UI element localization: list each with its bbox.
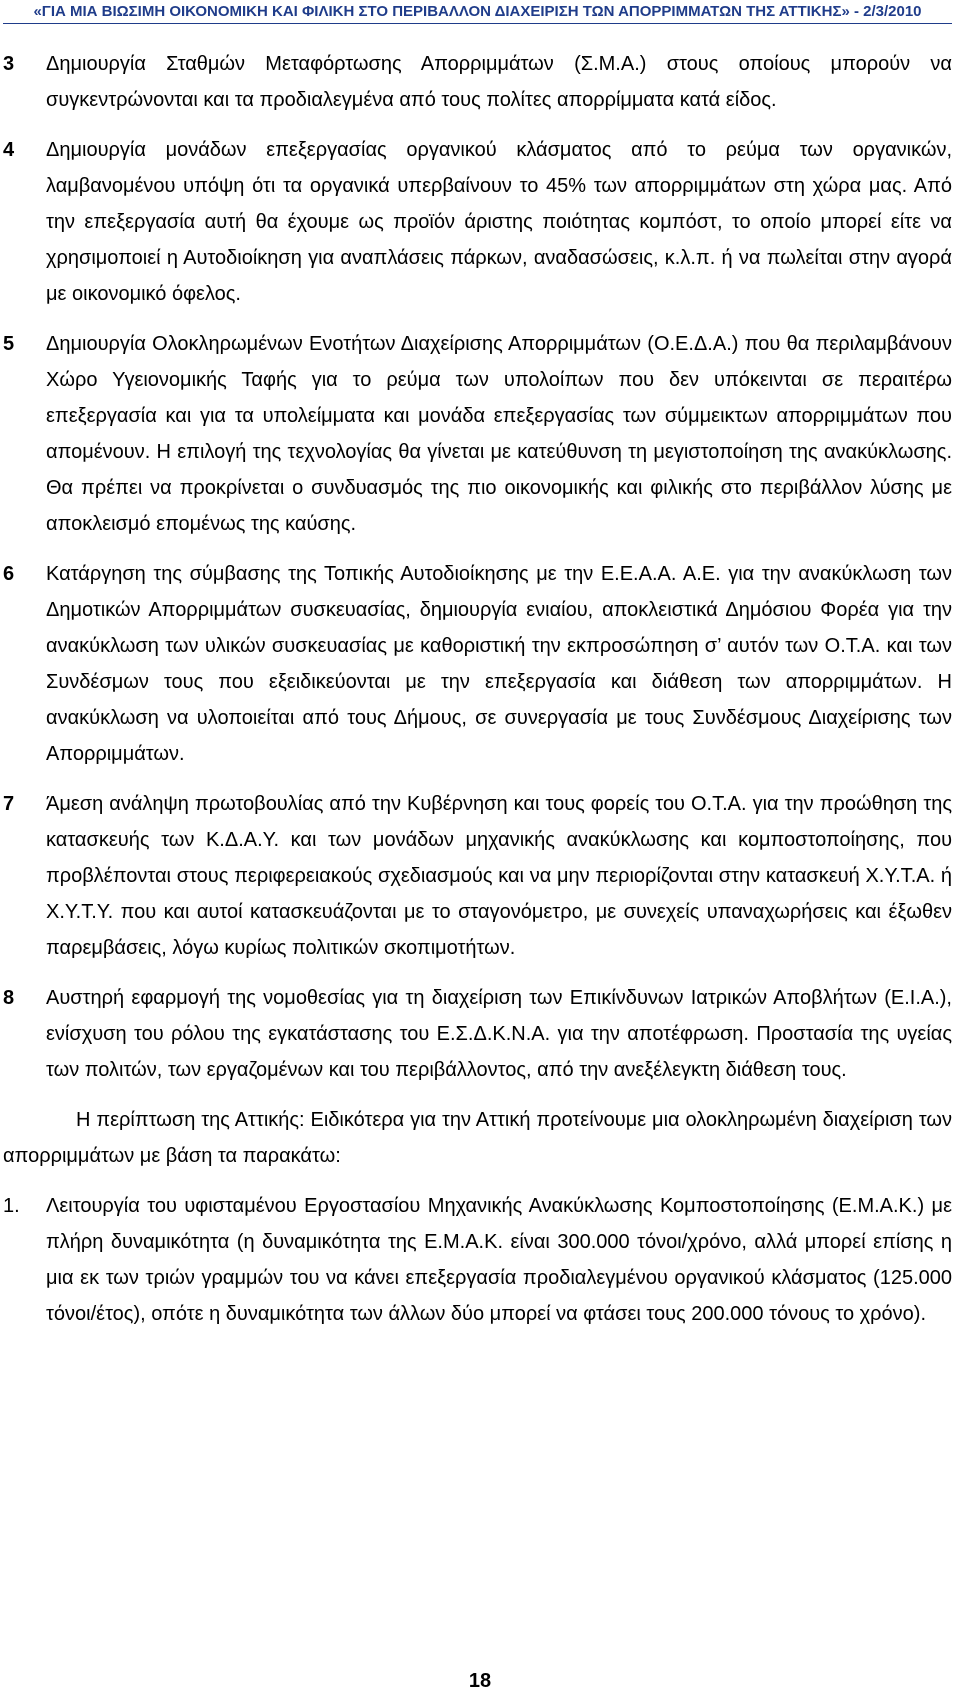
item-number: 4 bbox=[3, 139, 15, 161]
list-item bbox=[3, 1188, 952, 1332]
item-number: 7 bbox=[3, 793, 15, 815]
list-item bbox=[3, 132, 952, 312]
item-text: Λειτουργία του υφισταμένου Εργοστασίου Μηχανικής Ανακύκλωσης Κομποστοποίησης (Ε.Μ.Α.Κ.) με πλήρη δυναμικότητα (η δυναμικότητα της Ε.Μ.Α.Κ. είναι 300.000 τόνοι/χρόνο, αλλά μπορεί επίσης η μια εκ των τριών γραμμών του να κάνει επεξεργασία προδιαλεγμένου οργανικού κλάσματος (125.000 τόνοι/έτος), οπότε η δυναμικότητα των άλλων δύο μπορεί να φτάσει τους 200.000 τόνους το χρόνο). bbox=[46, 1195, 952, 1325]
list-item bbox=[3, 556, 952, 772]
item-text: Αυστηρή εφαρμογή της νομοθεσίας για τη διαχείριση των Επικίνδυνων Ιατρικών Αποβλήτων (Ε.Ι.Α.), ενίσχυση του ρόλου της εγκατάστασης του Ε.Σ.Δ.Κ.Ν.Α. για την αποτέφρωση. Προστασία της υγείας των πολιτών, των εργαζομένων και του περιβάλλοντος, από την ανεξέλεγκτη διάθεση τους. bbox=[46, 987, 952, 1081]
running-header: «ΓΙΑ ΜΙΑ ΒΙΩΣΙΜΗ ΟΙΚΟΝΟΜΙΚΗ ΚΑΙ ΦΙΛΙΚΗ ΣΤΟ ΠΕΡΙΒΑΛΛΟΝ ΔΙΑΧΕΙΡΙΣΗ ΤΩΝ ΑΠΟΡΡΙΜΜΑΤΩΝ ΤΗΣ ΑΤΤΙΚΗΣ» - 2/3/2010 bbox=[33, 3, 922, 20]
header-rule bbox=[3, 23, 952, 24]
list-item bbox=[3, 46, 952, 118]
item-text: Κατάργηση της σύμβασης της Τοπικής Αυτοδιοίκησης με την Ε.Ε.Α.Α. Α.Ε. για την ανακύκλωση των Δημοτικών Απορριμμάτων συσκευασίας, δημιουργία ενιαίου, αποκλειστικά Δημόσιου Φορέα για την ανακύκλωση των υλικών συσκευασίας με καθοριστική την εκπροσώπηση σ’ αυτόν των Ο.Τ.Α. και των Συνδέσμων τους που εξειδικεύονται με την επεξεργασία και διάθεση των απορριμμάτων. Η ανακύκλωση να υλοποιείται από τους Δήμους, σε συνεργασία με τους Συνδέσμους Διαχείρισης των Απορριμμάτων. bbox=[46, 563, 952, 765]
numbered-items bbox=[3, 46, 952, 1088]
attica-intro-paragraph: Η περίπτωση της Αττικής: Ειδικότερα για την Αττική προτείνουμε μια ολοκληρωμένη διαχείριση των απορριμμάτων με βάση τα παρακάτω: bbox=[3, 1109, 952, 1167]
list-item bbox=[3, 786, 952, 966]
item-number: 5 bbox=[3, 333, 15, 355]
item-text: Δημιουργία μονάδων επεξεργασίας οργανικού κλάσματος από το ρεύμα των οργανικών, λαμβανομένου υπόψη ότι τα οργανικά υπερβαίνουν το 45% των απορριμμάτων στη χώρα μας. Από την επεξεργασία αυτή θα έχουμε ως προϊόν άριστης ποιότητας κομπόστ, το οποίο μπορεί είτε να χρησιμοποιεί η Αυτοδιοίκηση για αναπλάσεις πάρκων, αναδασώσεις, κ.λ.π. ή να πωλείται στην αγορά με οικονομικό όφελος. bbox=[46, 139, 952, 305]
item-text: Δημιουργία Ολοκληρωμένων Ενοτήτων Διαχείρισης Απορριμμάτων (Ο.Ε.Δ.Α.) που θα περιλαμβάνουν Χώρο Υγειονομικής Ταφής για το ρεύμα των υπολοίπων που δεν υπόκεινται σε περαιτέρω επεξεργασία και για τα υπολείμματα και μονάδα επεξεργασίας των σύμμεικτων απορριμμάτων που απομένουν. Η επιλογή της τεχνολογίας θα γίνεται με κατεύθυνση τη μεγιστοποίηση της ανακύκλωσης. Θα πρέπει να προκρίνεται ο συνδυασμός της πιο οικονομικής και φιλικής στο περιβάλλον λύσης με αποκλεισμό επομένως της καύσης. bbox=[46, 333, 952, 535]
item-text: Άμεση ανάληψη πρωτοβουλίας από την Κυβέρνηση και τους φορείς του Ο.Τ.Α. για την προώθηση της κατασκευής των Κ.Δ.Α.Υ. και των μονάδων μηχανικής ανακύκλωσης και κομποστοποίησης, που προβλέπονται στους περιφερειακούς σχεδιασμούς και να μην περιορίζονται στην κατασκευή Χ.Υ.Τ.Α. ή Χ.Υ.Τ.Υ. που και αυτοί κατασκευάζονται με το σταγονόμετρο, με συνεχείς υπαναχωρήσεις και έξωθεν παρεμβάσεις, λόγω κυρίως πολιτικών σκοπιμοτήτων. bbox=[46, 793, 952, 959]
page-number: 18 bbox=[468, 1670, 492, 1692]
list-item bbox=[3, 980, 952, 1088]
item-number: 6 bbox=[3, 563, 15, 585]
item-number: 3 bbox=[3, 53, 15, 75]
item-number: 1. bbox=[3, 1195, 20, 1217]
item-text: Δημιουργία Σταθμών Μεταφόρτωσης Απορριμμάτων (Σ.Μ.Α.) στους οποίους μπορούν να συγκεντρώνονται και τα προδιαλεγμένα από τους πολίτες απορρίμματα κατά είδος. bbox=[46, 53, 952, 111]
item-number: 8 bbox=[3, 987, 15, 1009]
list-item bbox=[3, 326, 952, 542]
